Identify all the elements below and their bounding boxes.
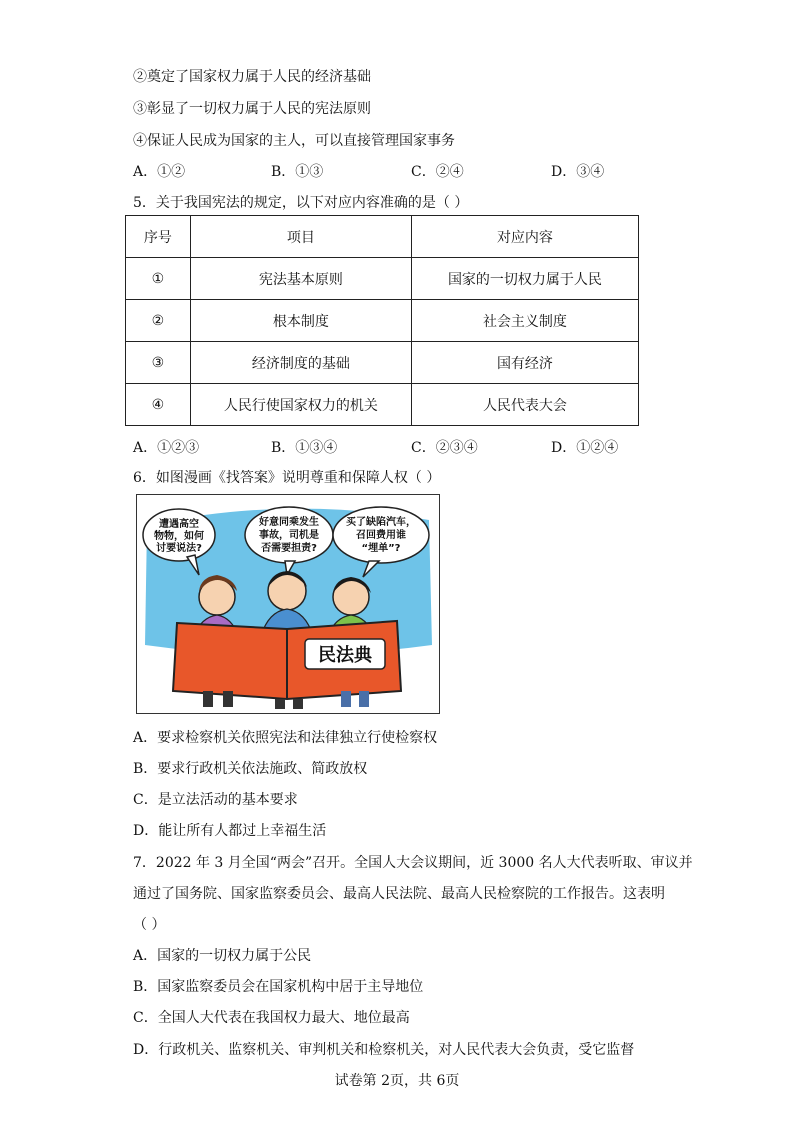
bubble-left-line: 物物，如何 [154,531,204,542]
table-row [126,258,639,300]
q5-option-a[interactable]: A．①②③ [133,440,200,456]
q7-option-d[interactable]: D．行政机关、监察机关、审判机关和检察机关，对人民代表大会负责，受它监督 [133,1042,635,1058]
q6-stem: 6．如图漫画《找答案》说明尊重和保障人权（ ） [133,470,441,486]
q6-option-b[interactable]: B．要求行政机关依法施政、简政放权 [133,761,368,777]
q7-option-c[interactable]: C．全国人大代表在我国权力最大、地位最高 [133,1010,410,1026]
table-cell: ② [126,300,191,342]
book-title: 民法典 [318,645,372,666]
q4-option-b[interactable]: B．①③ [271,164,324,180]
header-cell: 序号 [126,216,191,258]
table-cell: ① [126,258,191,300]
table-row [126,384,639,426]
q7-stem-line: 7．2022 年 3 月全国“两会”召开。全国人大会议期间，近 3000 名人大代表听取、审议并 [133,855,693,871]
table-cell: 人民行使国家权力的机关 [190,384,411,426]
bubble-left-line: 遭遇高空 [159,519,199,530]
table-cell: 经济制度的基础 [190,342,411,384]
header-cell: 项目 [190,216,411,258]
q5-stem: 5．关于我国宪法的规定，以下对应内容准确的是（ ） [133,195,469,211]
statement-2: ②奠定了国家权力属于人民的经济基础 [133,69,371,85]
q6-option-d[interactable]: D．能让所有人都过上幸福生活 [133,823,327,839]
q5-options [133,437,653,457]
q6-option-a[interactable]: A．要求检察机关依照宪法和法律独立行使检察权 [133,730,438,746]
statement-4: ④保证人民成为国家的主人，可以直接管理国家事务 [133,133,455,149]
q5-option-c[interactable]: C．②③④ [411,440,478,456]
table-cell: ③ [126,342,191,384]
table-cell: 宪法基本原则 [190,258,411,300]
q7-stem-line: （ ） [133,917,166,933]
q5-table [125,215,639,426]
q5-option-d[interactable]: D．①②④ [551,440,619,456]
q7-option-b[interactable]: B．国家监察委员会在国家机构中居于主导地位 [133,979,424,995]
q4-option-d[interactable]: D．③④ [551,164,605,180]
table-cell: 国家的一切权力属于人民 [411,258,638,300]
q4-option-c[interactable]: C．②④ [411,164,464,180]
bubble-left-line: 讨要说法? [156,543,202,554]
cartoon-illustration [137,495,439,713]
bubble-mid-line: 事故，司机是 [259,530,319,541]
q4-options [133,161,653,181]
table-cell: 国有经济 [411,342,638,384]
table-cell: ④ [126,384,191,426]
q5-option-b[interactable]: B．①③④ [271,440,338,456]
bubble-mid-line: 否需要担责? [261,543,317,554]
q7-option-a[interactable]: A．国家的一切权力属于公民 [133,948,312,964]
statement-3: ③彰显了一切权力属于人民的宪法原则 [133,101,371,117]
table-row [126,342,639,384]
header-cell: 对应内容 [411,216,638,258]
table-cell: 人民代表大会 [411,384,638,426]
table-header-row [126,216,639,258]
table-cell: 根本制度 [190,300,411,342]
bubble-mid-line: 好意同乘发生 [259,517,319,528]
bubble-right-line: 买了缺陷汽车， [346,517,416,528]
page-footer: 试卷第 2页，共 6页 [334,1073,460,1089]
q7-stem-line: 通过了国务院、国家监察委员会、最高人民法院、最高人民检察院的工作报告。这表明 [133,886,665,902]
q4-option-a[interactable]: A．①② [133,164,186,180]
table-row [126,300,639,342]
bubble-right-line: “埋单”? [361,543,401,554]
table-cell: 社会主义制度 [411,300,638,342]
q6-option-c[interactable]: C．是立法活动的基本要求 [133,792,298,808]
bubble-right-line: 召回费用谁 [356,530,406,541]
cartoon-image [136,494,440,714]
